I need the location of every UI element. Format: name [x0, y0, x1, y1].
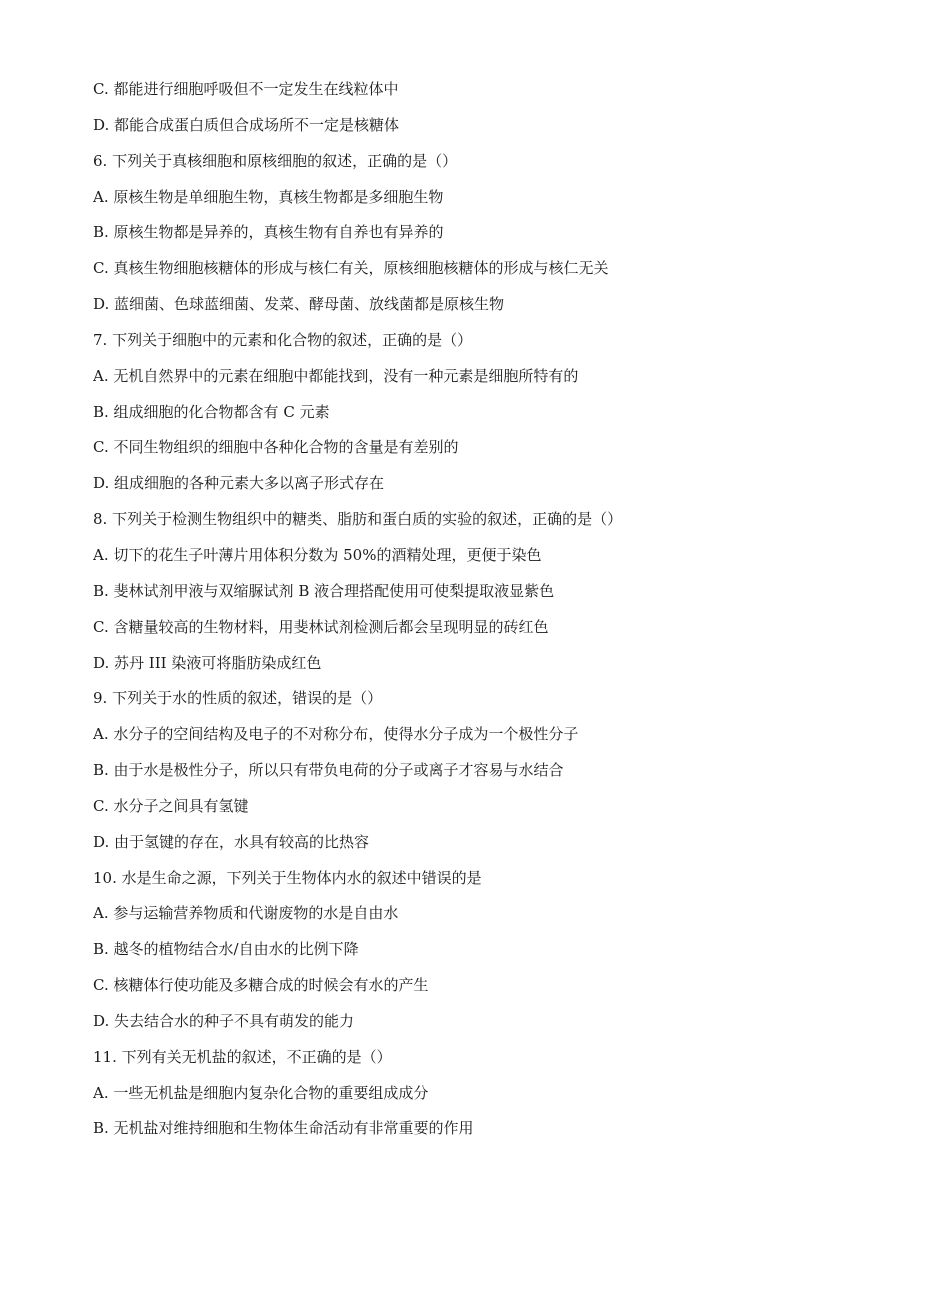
- answer-option: D. 苏丹 III 染液可将脂肪染成红色: [93, 653, 322, 672]
- answer-option: D. 组成细胞的各种元素大多以离子形式存在: [93, 474, 385, 493]
- question-list: [93, 77, 893, 1152]
- answer-option: D. 蓝细菌、色球蓝细菌、发菜、酵母菌、放线菌都是原核生物: [93, 295, 505, 314]
- answer-option: A. 无机自然界中的元素在细胞中都能找到，没有一种元素是细胞所特有的: [93, 366, 579, 385]
- answer-option: C. 都能进行细胞呼吸但不一定发生在线粒体中: [93, 80, 399, 98]
- answer-option: D. 失去结合水的种子不具有萌发的能力: [93, 1011, 355, 1030]
- question-stem: 6. 下列关于真核细胞和原核细胞的叙述，正确的是（）: [93, 151, 458, 170]
- answer-option: C. 真核生物细胞核糖体的形成与核仁有关，原核细胞核糖体的形成与核仁无关: [93, 259, 609, 278]
- answer-option: B. 由于水是极性分子，所以只有带负电荷的分子或离子才容易与水结合: [93, 761, 564, 780]
- answer-option: A. 参与运输营养物质和代谢废物的水是自由水: [93, 904, 399, 923]
- question-stem: 9. 下列关于水的性质的叙述，错误的是（）: [93, 689, 383, 708]
- answer-option: B. 无机盐对维持细胞和生物体生命活动有非常重要的作用: [93, 1119, 474, 1138]
- answer-option: C. 水分子之间具有氢键: [93, 796, 249, 815]
- answer-option: B. 组成细胞的化合物都含有 C 元素: [93, 402, 330, 421]
- answer-option: C. 不同生物组织的细胞中各种化合物的含量是有差别的: [93, 438, 459, 457]
- question-stem: 10. 水是生命之源，下列关于生物体内水的叙述中错误的是: [93, 868, 482, 887]
- answer-option: A. 一些无机盐是细胞内复杂化合物的重要组成成分: [93, 1083, 429, 1102]
- answer-option: C. 核糖体行使功能及多糖合成的时候会有水的产生: [93, 976, 429, 995]
- answer-option: D. 由于氢键的存在，水具有较高的比热容: [93, 832, 370, 851]
- answer-option: C. 含糖量较高的生物材料，用斐林试剂检测后都会呈现明显的砖红色: [93, 617, 549, 636]
- question-stem: 8. 下列关于检测生物组织中的糖类、脂肪和蛋白质的实验的叙述，正确的是（）: [93, 510, 623, 529]
- question-stem: 7. 下列关于细胞中的元素和化合物的叙述，正确的是（）: [93, 330, 473, 349]
- question-stem: 11. 下列有关无机盐的叙述，不正确的是（）: [93, 1047, 392, 1066]
- answer-option: B. 原核生物都是异养的，真核生物有自养也有异养的: [93, 223, 444, 242]
- answer-option: A. 切下的花生子叶薄片用体积分数为 50%的酒精处理，更便于染色: [93, 545, 542, 564]
- answer-option: B. 越冬的植物结合水/自由水的比例下降: [93, 940, 359, 959]
- answer-option: A. 原核生物是单细胞生物，真核生物都是多细胞生物: [93, 187, 444, 206]
- answer-option: D. 都能合成蛋白质但合成场所不一定是核糖体: [93, 115, 400, 134]
- answer-option: B. 斐林试剂甲液与双缩脲试剂 B 液合理搭配使用可使梨提取液显紫色: [93, 581, 555, 600]
- answer-option: A. 水分子的空间结构及电子的不对称分布，使得水分子成为一个极性分子: [93, 725, 579, 744]
